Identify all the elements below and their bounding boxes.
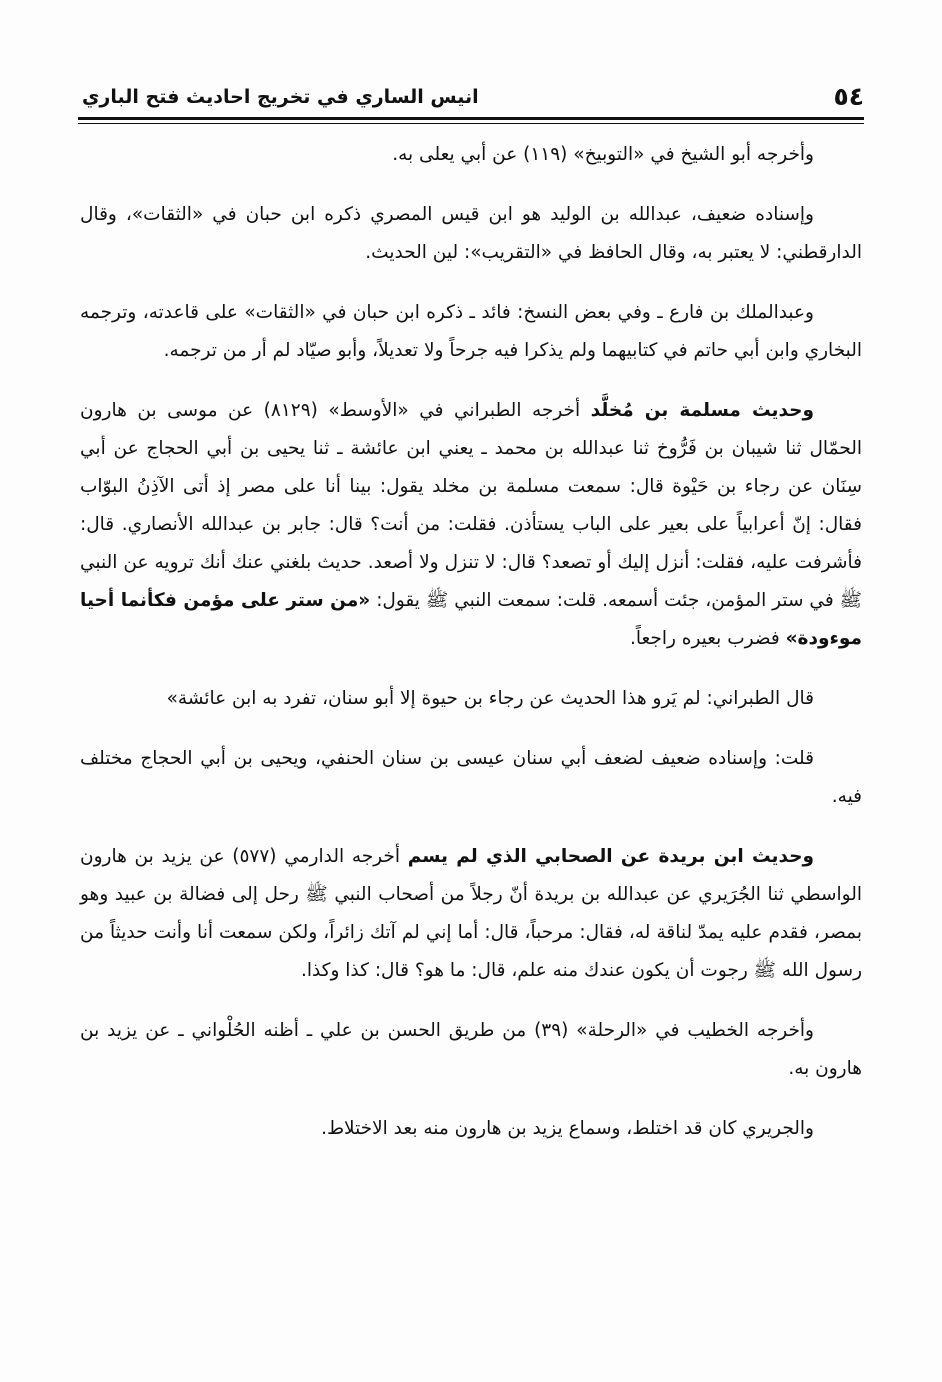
running-title: انيس الساري في تخريج احاديث فتح الباري xyxy=(82,86,479,108)
page-number: ٥٤ xyxy=(833,82,864,111)
header-rule-thick xyxy=(78,117,864,120)
paragraph: وإسناده ضعيف، عبدالله بن الوليد هو ابن قيس المصري ذكره ابن حبان في «الثقات»، وقال الدارقطني: لا يعتبر به، وقال الحافظ في «التقريب»: لين الحديث. xyxy=(80,204,862,263)
hadith-quote: «من ستر على مؤمن فكأنما أحيا موءودة» xyxy=(80,590,862,649)
paragraph-hadith-maslama xyxy=(80,392,862,658)
paragraph-text: فضرب بعيره راجعاً. xyxy=(629,628,786,649)
page-header xyxy=(78,78,864,116)
paragraph: وعبدالملك بن فارع ـ وفي بعض النسخ: فائد ـ ذكره ابن حبان في «الثقات» على قاعدته، وترجمه البخاري وابن أبي حاتم في كتابيهما ولم يذكرا فيه جرحاً ولا تعديلاً، وأبو صيّاد لم أر من ترجمه. xyxy=(80,302,862,361)
paragraph: قال الطبراني: لم يَرو هذا الحديث عن رجاء بن حيوة إلا أبو سنان، تفرد به ابن عائشة» xyxy=(166,688,814,709)
paragraph: وأخرجه الخطيب في «الرحلة» (٣٩) من طريق الحسن بن علي ـ أظنه الحُلْواني ـ عن يزيد بن هارون به. xyxy=(80,1020,862,1079)
header-rule-thin xyxy=(78,123,864,124)
paragraph-hadith-buraida xyxy=(80,838,862,990)
hadith-heading: وحديث مسلمة بن مُخلَّد xyxy=(590,400,815,421)
paragraph: وأخرجه أبو الشيخ في «التوبيخ» (١١٩) عن أبي يعلى به. xyxy=(392,144,814,165)
paragraph-text: أخرجه الطبراني في «الأوسط» (٨١٢٩) عن موسى بن هارون الحمّال ثنا شيبان بن فَرُّوخ ثنا عبدالله بن محمد ـ يعني ابن عائشة ـ ثنا يحيى بن أبي الحجاج عن أبي سِنَان عن رجاء بن حَيْوة قال: سمعت مسلمة بن مخلد يقول: بينا أنا على مصر إذ أتى الآذِنُ البوّاب فقال: إنّ أعرابياً على بعير على الباب يستأذن. فقلت: من أنت؟ قال: جابر بن عبدالله الأنصاري. قال: فأشرفت عليه، فقلت: أنزل إليك أو تصعد؟ قال: لا تنزل ولا أصعد. حديث بلغني عنك أنك ترويه عن النبي ﷺ في ستر المؤمن، جئت أسمعه. قلت: سمعت النبي ﷺ يقول: xyxy=(80,400,862,611)
paragraph: قلت: وإسناده ضعيف لضعف أبي سنان عيسى بن سنان الحنفي، ويحيى بن أبي الحجاج مختلف فيه. xyxy=(80,748,862,807)
paragraph: والجريري كان قد اختلط، وسماع يزيد بن هارون منه بعد الاختلاط. xyxy=(321,1118,814,1139)
hadith-heading: وحديث ابن بريدة عن الصحابي الذي لم يسم xyxy=(407,846,814,867)
paragraph-text: أخرجه الدارمي (٥٧٧) عن يزيد بن هارون الواسطي ثنا الجُرَيري عن عبدالله بن بريدة أنّ رجلاً من أصحاب النبي ﷺ رحل إلى فضالة بن عبيد وهو بمصر، فقدم عليه يمدّ لناقة له، فقال: مرحباً، قال: أما إني لم آتك زائراً، ولكن سمعت أنا وأنت حديثاً من رسول الله ﷺ رجوت أن يكون عندك منه علم، قال: ما هو؟ قال: كذا وكذا. xyxy=(80,846,862,981)
body-text xyxy=(80,136,862,1170)
